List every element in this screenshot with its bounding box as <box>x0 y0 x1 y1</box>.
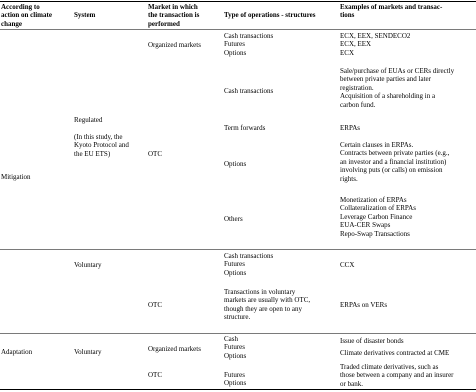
header-system: System <box>74 11 96 19</box>
cell-op-term: Term forwards <box>224 124 266 132</box>
cell-mitigation: Mitigation <box>1 173 31 181</box>
cell-ops-voluntary-organized: Cash transactions Futures Options <box>224 252 274 277</box>
cell-examples-organized: ECX, EEX, SENDECO2 ECX, EEX ECX <box>340 32 411 57</box>
cell-ops-organized: Cash transactions Futures Options <box>224 32 274 57</box>
cell-examples-cash: Sale/purchase of EUAs or CERs directly between private parties and later registration. Acquisition of a shareholding in a carbon fund. <box>340 67 455 109</box>
header-bottom-rule <box>0 29 476 30</box>
cell-regulated-note: (In this study, the Kyoto Protocol and the EU ETS) <box>74 133 129 158</box>
header-action: According to action on climate change <box>1 3 52 28</box>
cell-examples-others: Monetization of ERPAs Collateralization of ERPAs Leverage Carbon Finance EUA-CER Swaps Repo-Swap Transactions <box>340 196 416 238</box>
cell-op-options: Options <box>224 160 247 168</box>
cell-examples-options: Certain clauses in ERPAs. Contracts between private parties (e.g., an investor and a financial institution) involving puts (or calls) on emission rights. <box>340 141 450 183</box>
cell-market-adaptation-organized: Organized markets <box>148 345 201 353</box>
cell-market-voluntary-otc: OTC <box>148 301 162 309</box>
cell-op-voluntary-otc: Transactions in voluntary markets are usually with OTC, though they are open to any structure. <box>224 288 311 322</box>
cell-ops-adaptation-otc: Futures Options <box>224 371 247 388</box>
cell-regulated: Regulated <box>74 116 103 124</box>
cell-adaptation-system: Voluntary <box>74 348 102 356</box>
header-operations: Type of operations - structures <box>224 11 316 19</box>
cell-example-ccx: CCX <box>340 261 355 269</box>
cell-adaptation: Adaptation <box>1 348 33 356</box>
cell-market-organized: Organized markets <box>148 41 201 49</box>
cell-example-term: ERPAs <box>340 124 360 132</box>
cell-examples-adaptation-organized: Issue of disaster bonds Climate derivatives contracted at CME <box>340 337 450 358</box>
header-market: Market in which the transaction is performed <box>148 3 200 28</box>
row-rule-adaptation <box>0 333 476 334</box>
cell-op-cash: Cash transactions <box>224 87 274 95</box>
cell-market-otc: OTC <box>148 150 162 158</box>
cell-example-voluntary-otc: ERPAs on VERs <box>340 301 388 309</box>
table-bottom-rule <box>0 389 476 390</box>
cell-ops-adaptation-organized: Cash Futures Options <box>224 335 247 360</box>
header-examples: Examples of markets and transac- tions <box>340 3 443 20</box>
table-top-rule <box>0 1 476 2</box>
cell-op-others: Others <box>224 215 243 223</box>
row-rule-voluntary <box>0 249 476 250</box>
cell-examples-adaptation-otc: Traded climate derivatives, such as those between a company and an insurer or bank. <box>340 363 454 388</box>
cell-market-adaptation-otc: OTC <box>148 371 162 379</box>
cell-voluntary: Voluntary <box>74 261 102 269</box>
